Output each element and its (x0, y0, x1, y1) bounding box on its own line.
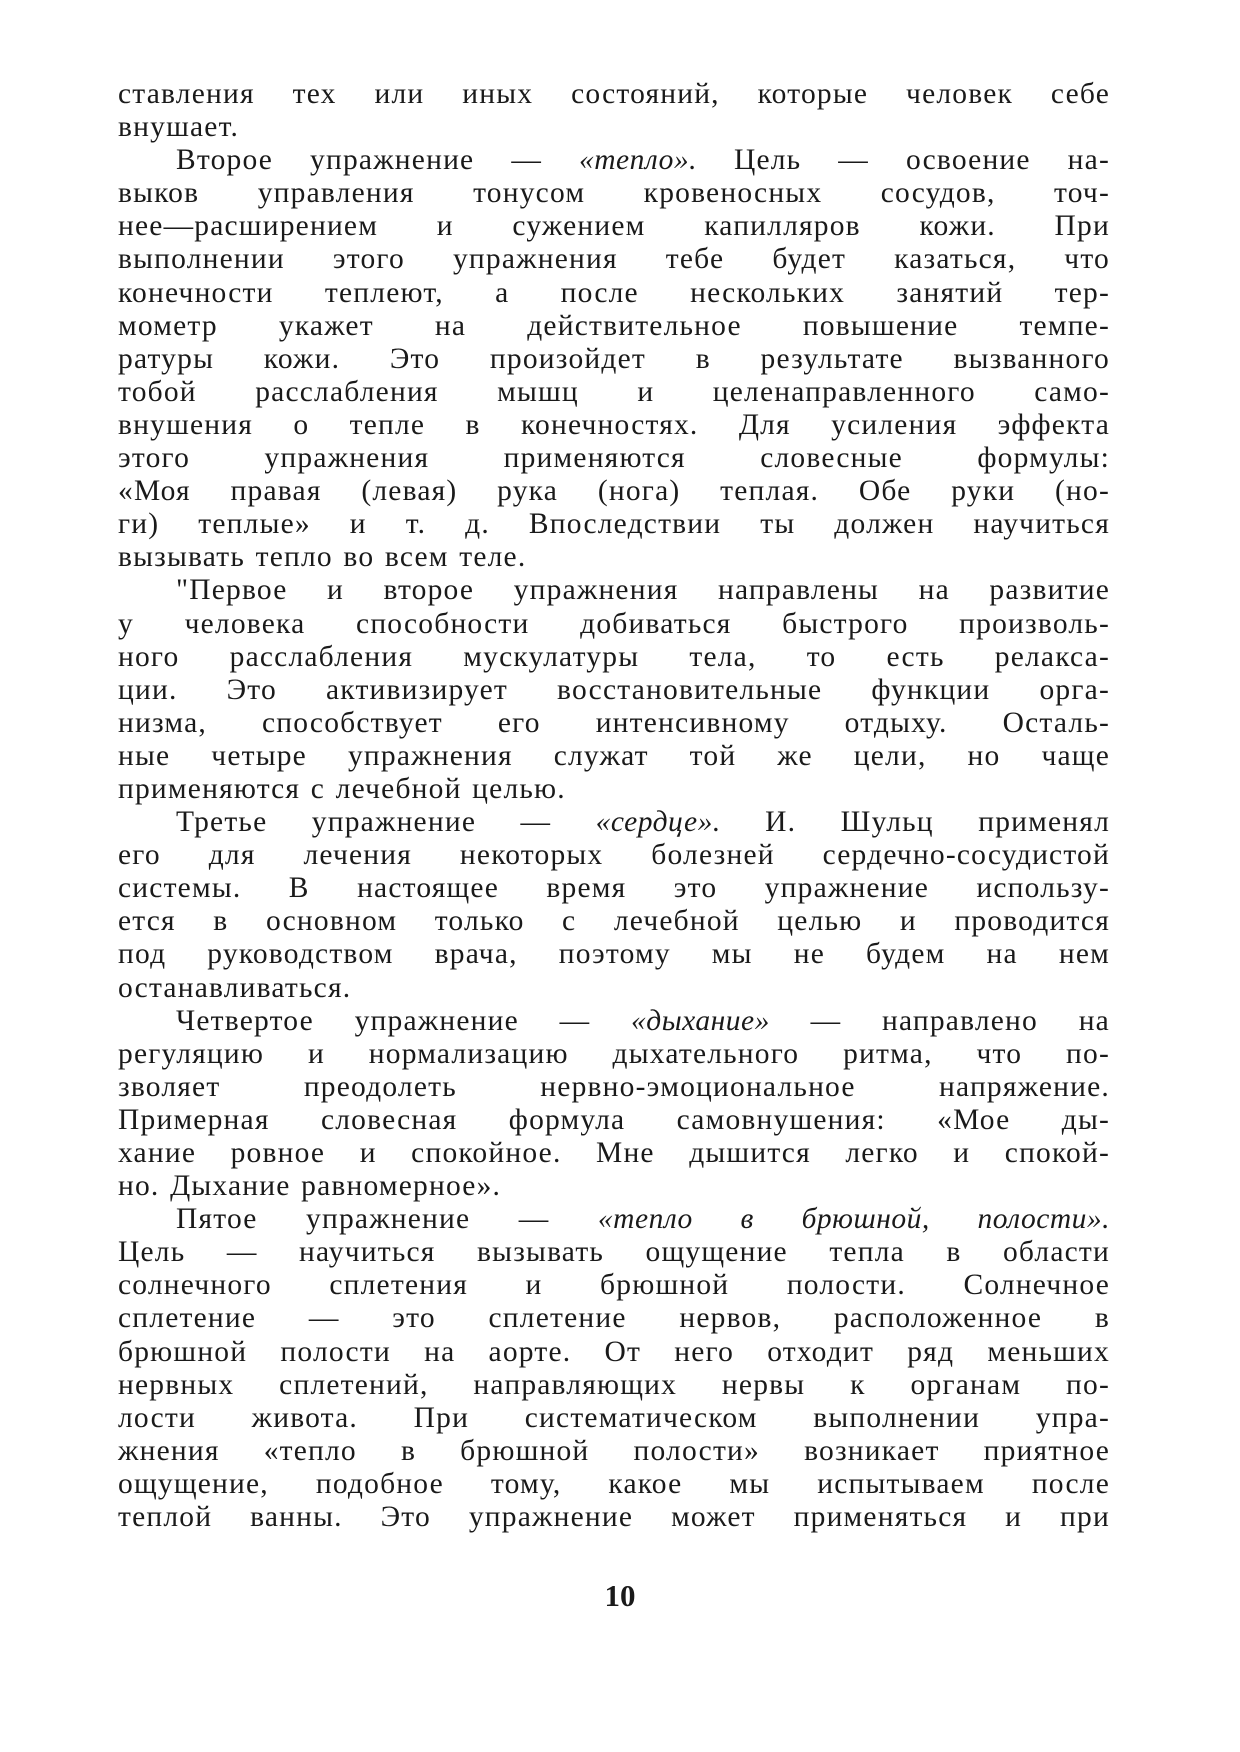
text-segment: Третье упражнение — (176, 806, 596, 839)
text-line (118, 1005, 1110, 1038)
text-line: лости живота. При систематическом выполнении упра- (118, 1401, 1110, 1434)
text-line: вызывать тепло во всем теле. (118, 541, 527, 574)
text-line: сплетение — это сплетение нервов, расположенное в (118, 1302, 1110, 1335)
text-line: выков управления тонусом кровеносных сосудов, точ- (118, 177, 1110, 210)
text-line: применяются с лечебной целью. (118, 772, 566, 805)
text-line: брюшной полости на аорте. От него отходит ряд меньших (118, 1335, 1110, 1368)
italic-term: «тепло в брюшной, полости». (597, 1203, 1110, 1236)
text-line: у человека способности добиваться быстрого произволь- (118, 607, 1110, 640)
text-line: зволяет преодолеть нервно-эмоциональное напряжение. (118, 1070, 1110, 1103)
text-segment: И. Шульц применял (720, 806, 1110, 839)
text-line: нервных сплетений, направляющих нервы к органам по- (118, 1368, 1110, 1401)
text-line: его для лечения некоторых болезней сердечно-сосудистой (118, 839, 1110, 872)
text-line: Цель — научиться вызывать ощущение тепла в области (118, 1236, 1110, 1269)
text-line: но. Дыхание равномерное». (118, 1170, 502, 1203)
text-line: ного расслабления мускулатуры тела, то есть релакса- (118, 640, 1110, 673)
text-line: ные четыре упражнения служат той же цели, но чаще (118, 739, 1110, 772)
text-line: этого упражнения применяются словесные формулы: (118, 442, 1110, 475)
text-line (118, 1203, 1110, 1236)
text-line: нее—расширением и сужением капилляров кожи. При (118, 210, 1110, 243)
text-line: ции. Это активизирует восстановительные функции орга- (118, 673, 1110, 706)
text-line: тобой расслабления мышц и целенаправленного само- (118, 375, 1110, 408)
text-segment: Пятое упражнение — (176, 1203, 598, 1236)
text-segment: Четвертое упражнение — (176, 1004, 632, 1037)
text-line: внушает. (118, 111, 240, 144)
text-line: солнечного сплетения и брюшной полости. Солнечное (118, 1269, 1110, 1302)
text-line: мометр укажет на действительное повышение темпе- (118, 309, 1110, 342)
text-line: жнения «тепло в брюшной полости» возникает приятное (118, 1434, 1110, 1467)
italic-term: «дыхание» (631, 1004, 770, 1037)
text-line: "Первое и второе упражнения направлены на развитие (176, 574, 1110, 607)
text-line: конечности теплеют, а после нескольких занятий тер- (118, 276, 1110, 309)
text-line: ется в основном только с лечебной целью и проводится (118, 905, 1110, 938)
italic-term: «сердце». (595, 806, 721, 839)
text-line: под руководством врача, поэтому мы не будем на нем (118, 938, 1110, 971)
text-line: теплой ванны. Это упражнение может применяться и при (118, 1501, 1110, 1534)
text-line: ги) теплые» и т. д. Впоследствии ты должен научиться (118, 508, 1110, 541)
page-number: 10 (604, 1578, 636, 1613)
text-line: внушения о тепле в конечностях. Для усиления эффекта (118, 408, 1110, 441)
text-line: останавливаться. (118, 971, 352, 1004)
text-line: ставления тех или иных состояний, которые человек себе (118, 78, 1110, 110)
text-line: регуляцию и нормализацию дыхательного ритма, что по- (118, 1037, 1110, 1070)
page-body (118, 78, 1110, 1534)
text-line: низма, способствует его интенсивному отдыху. Осталь- (118, 706, 1110, 739)
text-line: «Моя правая (левая) рука (нога) теплая. Обе руки (но- (118, 475, 1110, 508)
text-line: ощущение, подобное тому, какое мы испытываем после (118, 1467, 1110, 1500)
text-line: ратуры кожи. Это произойдет в результате вызванного (118, 342, 1110, 375)
text-segment: Второе упражнение — (176, 144, 579, 177)
text-line: выполнении этого упражнения тебе будет казаться, что (118, 243, 1110, 276)
text-line (118, 144, 1110, 177)
text-line: Примерная словесная формула самовнушения: «Мое ды- (118, 1103, 1110, 1136)
text-segment: Цель — освоение на- (696, 144, 1110, 177)
text-segment: — направлено на (769, 1004, 1110, 1037)
text-line (118, 806, 1110, 839)
text-line: системы. В настоящее время это упражнение использу- (118, 872, 1110, 905)
text-line: хание ровное и спокойное. Мне дышится легко и спокой- (118, 1137, 1110, 1169)
italic-term: «тепло». (578, 144, 697, 177)
